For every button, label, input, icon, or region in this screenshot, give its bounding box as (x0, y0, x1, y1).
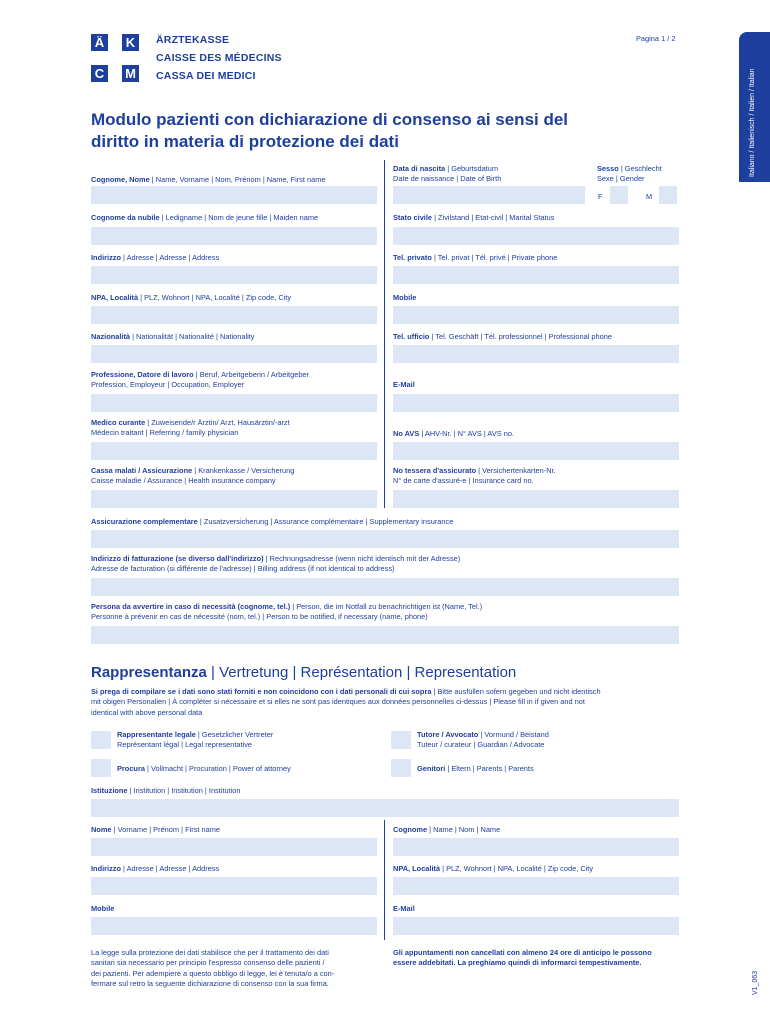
birthdate-input[interactable] (393, 186, 585, 204)
label-legal-representative: Rappresentante legale | Gesetzlicher Vertreter Représentant légal | Legal representative (117, 730, 274, 750)
label-private-phone: Tel. privato | Tel. privat | Tél. privé | Private phone (393, 253, 558, 262)
institution-input[interactable] (91, 799, 679, 817)
label-supplementary-insurance: Assicurazione complementare | Zusatzversicherung | Assurance complémentaire | Supplementary insurance (91, 517, 454, 526)
label-office-phone: Tel. ufficio | Tel. Geschäft | Tél. professionnel | Professional phone (393, 332, 612, 341)
org-name-it: CASSA DEI MEDICI (156, 70, 256, 82)
supplementary-insurance-input[interactable] (91, 530, 679, 548)
page-number: Pagina 1 / 2 (636, 34, 676, 43)
label-profession: Professione, Datore di lavoro | Beruf, Arbeitgeberin / Arbeitgeber Profession, Employeur | Occupation, Employer (91, 370, 309, 390)
civil-status-input[interactable] (393, 227, 679, 245)
avs-input[interactable] (393, 442, 679, 460)
insurer-input[interactable] (91, 490, 377, 508)
label-doctor: Medico curante | Zuweisende/r Ärztin/ Arzt, Hausärztin/-arzt Médecin traitant | Referring / family physician (91, 418, 290, 438)
sex-m-checkbox[interactable] (659, 186, 677, 204)
language-tab-label: Italiano / Italienisch / Italien / Italian (749, 68, 756, 177)
npa-input[interactable] (91, 306, 377, 324)
address-input[interactable] (91, 266, 377, 284)
parents-checkbox[interactable] (391, 759, 411, 777)
emergency-contact-input[interactable] (91, 626, 679, 644)
office-phone-input[interactable] (393, 345, 679, 363)
rep-address-input[interactable] (91, 877, 377, 895)
label-power-of-attorney: Procura | Vollmacht | Procuration | Power of attorney (117, 764, 291, 773)
org-name-fr: CAISSE DES MÉDECINS (156, 52, 282, 64)
label-rep-npa: NPA, Località | PLZ, Wohnort | NPA, Localité | Zip code, City (393, 864, 594, 873)
label-mobile: Mobile (393, 293, 417, 302)
label-insurance-card: No tessera d'assicurato | Versichertenkarten-Nr. N° de carte d'assuré-e | Insurance card no. (393, 466, 556, 486)
mobile-input[interactable] (393, 306, 679, 324)
language-tab (739, 32, 770, 182)
logo-letter-k: K (122, 34, 139, 51)
label-avs: No AVS | AHV-Nr. | N° AVS | AVS no. (393, 429, 514, 438)
label-name: Cognome, Nome | Name, Vorname | Nom, Prénom | Name, First name (91, 175, 326, 184)
label-institution: Istituzione | Institution | Institution | Institution (91, 786, 241, 795)
label-emergency-contact: Persona da avvertire in caso di necessità (cognome, tel.) | Person, die im Notfall zu benachrichtigen ist (Name, Tel.) Personne à prévenir en cas de nécessité (nom, tel.) | Person to be notified, if necessary (name, phone) (91, 602, 483, 622)
appointment-notice: Gli appuntamenti non cancellati con almeno 24 ore di anticipo le possono essere addebitati. La preghiamo quindi di informarci tempestivamente. (393, 948, 652, 968)
nationality-input[interactable] (91, 345, 377, 363)
profession-input[interactable] (91, 394, 377, 412)
label-civil-status: Stato civile | Zivilstand | Etat-civil | Marital Status (393, 213, 555, 222)
logo-letter-a: Ä (91, 34, 108, 51)
label-birth: Data di nascita | Geburtsdatum Date de naissance | Date of Birth (393, 164, 502, 184)
maiden-name-input[interactable] (91, 227, 377, 245)
rep-first-name-input[interactable] (91, 838, 377, 856)
label-billing-address: Indirizzo di fatturazione (se diverso dall'indirizzo) | Rechnungsadresse (wenn nicht identisch mit der Adresse) Adresse de facturation (si différente de l'adresse) | Billing address (if not identical to address) (91, 554, 461, 574)
tutor-checkbox[interactable] (391, 731, 411, 749)
representation-intro: Si prega di compilare se i dati sono stati forniti e non coincidono con i dati personali di cui sopra | Bitte ausfüllen sofern gegeben und nicht identisch mit obigen Personalien | À compléter si nécessaire et si elles ne sont pas identiques aux données personnelles ci-dessus | Please fill in if given and not identical with above personal data (91, 687, 601, 717)
page-title: Modulo pazienti con dichiarazione di consenso ai sensi del diritto in materia di protezione dei dati (91, 110, 569, 151)
label-rep-email: E-Mail (393, 904, 415, 913)
label-address: Indirizzo | Adresse | Adresse | Address (91, 253, 220, 262)
label-npa: NPA, Località | PLZ, Wohnort | NPA, Localité | Zip code, City (91, 293, 292, 302)
rep-email-input[interactable] (393, 917, 679, 935)
logo-letter-m: M (122, 65, 139, 82)
column-divider (384, 160, 385, 508)
rep-npa-input[interactable] (393, 877, 679, 895)
label-maiden-name: Cognome da nubile | Ledigname | Nom de jeune fille | Maiden name (91, 213, 319, 222)
org-name-de: ÄRZTEKASSE (156, 34, 230, 46)
email-input[interactable] (393, 394, 679, 412)
billing-address-input[interactable] (91, 578, 679, 596)
version-code: V1_063 (752, 970, 759, 995)
label-email: E-Mail (393, 380, 415, 389)
rep-mobile-input[interactable] (91, 917, 377, 935)
insurance-card-input[interactable] (393, 490, 679, 508)
doctor-input[interactable] (91, 442, 377, 460)
sex-m-label: M (646, 192, 653, 201)
label-tutor: Tutore / Avvocato | Vormund / Beistand Tuteur / curateur | Guardian / Advocate (417, 730, 549, 750)
label-insurer: Cassa malati / Assicurazione | Krankenkasse / Versicherung Caisse maladie / Assurance | Health insurance company (91, 466, 295, 486)
label-rep-address: Indirizzo | Adresse | Adresse | Address (91, 864, 220, 873)
privacy-notice: La legge sulla protezione dei dati stabilisce che per il trattamento dei dati sanitari sia necessario per principio l'espresso consenso delle pazienti / dei pazienti. Per adempiere a questo obbligo di legge, lei è tenuta/o a con- fermare sul retro la seguente dichiarazione di consenso con la sua firma. (91, 948, 335, 989)
label-parents: Genitori | Eltern | Parents | Parents (417, 764, 534, 773)
private-phone-input[interactable] (393, 266, 679, 284)
label-nationality: Nazionalità | Nationalität | Nationalité | Nationality (91, 332, 255, 341)
sex-f-checkbox[interactable] (610, 186, 628, 204)
sex-f-label: F (598, 192, 603, 201)
legal-representative-checkbox[interactable] (91, 731, 111, 749)
rep-surname-input[interactable] (393, 838, 679, 856)
label-sex: Sesso | Geschlecht Sexe | Gender (597, 164, 662, 184)
logo-letter-c: C (91, 65, 108, 82)
label-rep-first-name: Nome | Vorname | Prénom | First name (91, 825, 220, 834)
representation-column-divider (384, 820, 385, 940)
representation-heading: Rappresentanza | Vertretung | Représentation | Representation (91, 664, 517, 681)
power-of-attorney-checkbox[interactable] (91, 759, 111, 777)
label-rep-surname: Cognome | Name | Nom | Name (393, 825, 501, 834)
label-rep-mobile: Mobile (91, 904, 115, 913)
name-input[interactable] (91, 186, 377, 204)
